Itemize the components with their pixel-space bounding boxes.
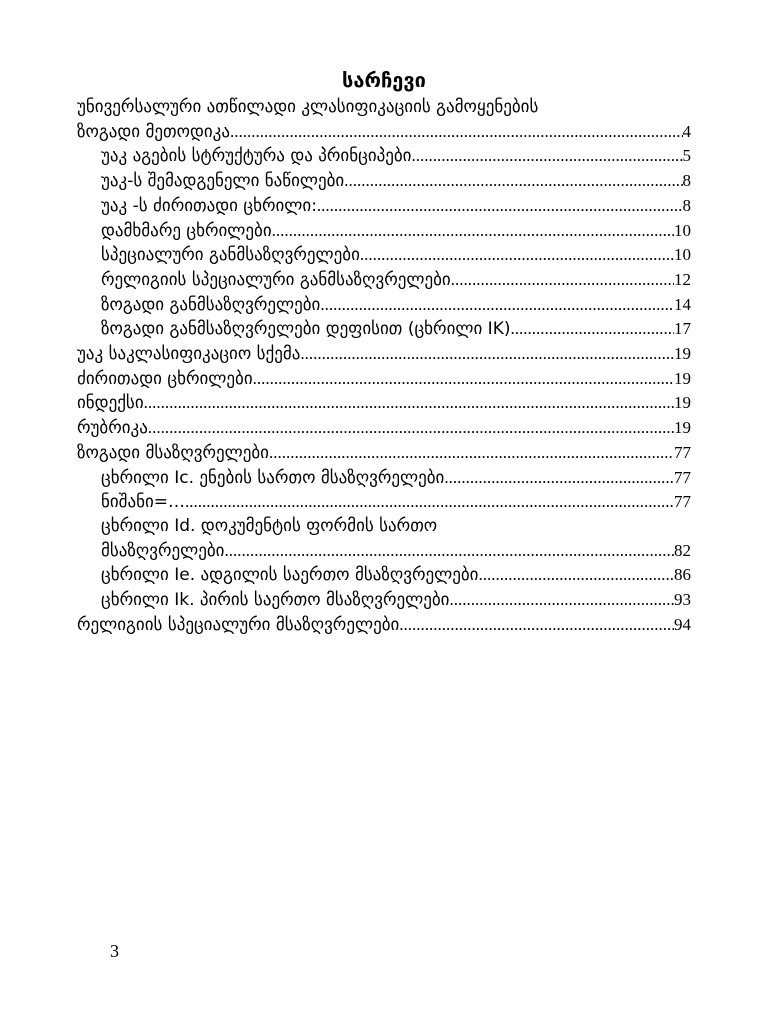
toc-entry-line xyxy=(77,367,691,392)
toc-entry-line xyxy=(101,563,691,588)
toc-entry-line xyxy=(77,441,691,466)
toc-entry-line xyxy=(77,391,691,416)
toc-entry-page: 86 xyxy=(674,565,691,585)
toc-entry[interactable] xyxy=(77,194,691,219)
toc-entry-page: 8 xyxy=(682,171,691,191)
toc-entry-title: ცხრილი Id. დოკუმენტის ფორმის სართო xyxy=(101,515,438,536)
toc-entry-title: ცხრილი Ic. ენების სართო მსაზღვრელები xyxy=(101,467,445,488)
toc-entry-line xyxy=(77,96,691,120)
toc-dot-leader xyxy=(478,563,674,587)
toc-entry-page: 19 xyxy=(674,393,691,413)
toc-entry-page: 94 xyxy=(674,614,691,634)
toc-entry[interactable] xyxy=(77,391,691,416)
toc-dot-leader xyxy=(144,391,674,415)
toc-entry-line xyxy=(101,317,691,342)
toc-entry-page: 10 xyxy=(674,245,691,265)
toc-entry[interactable] xyxy=(77,243,691,268)
toc-entry-page: 12 xyxy=(674,269,691,289)
toc-entry-line xyxy=(101,219,691,244)
toc-dot-leader xyxy=(444,466,674,490)
toc-entry-page: 4 xyxy=(682,121,691,141)
toc-entry[interactable] xyxy=(77,268,691,293)
toc-entry[interactable] xyxy=(77,169,691,194)
toc-entry[interactable] xyxy=(77,466,691,491)
toc-entry-line xyxy=(101,293,691,318)
toc-entry[interactable] xyxy=(77,144,691,169)
toc-entry-line xyxy=(101,169,691,194)
toc-entry-page: 10 xyxy=(674,220,691,240)
toc-entry-title: ცხრილი Ik. პირის საერთო მსაზღვრელები xyxy=(101,590,450,611)
toc-entry-page: 14 xyxy=(674,294,691,314)
page-number: 3 xyxy=(110,941,119,961)
toc-entry[interactable] xyxy=(77,416,691,441)
toc-entry[interactable] xyxy=(77,490,691,515)
toc-entry-line xyxy=(101,466,691,491)
toc-entry-title: უაკ საკლასიფიკაციო სქემა xyxy=(77,344,301,365)
toc-entry-line xyxy=(101,515,691,539)
toc-entry-line xyxy=(77,416,691,441)
toc-entry[interactable] xyxy=(77,515,691,563)
toc-entry-title: რელიგიის სპეციალური განმსაზღვრელები xyxy=(101,269,451,290)
toc-entry[interactable] xyxy=(77,96,691,144)
toc-entry-title: ძირითადი ცხრილები xyxy=(77,368,253,389)
toc-entry-title: სპეციალური განმსაზღვრელები xyxy=(101,245,360,266)
toc-dot-leader xyxy=(224,539,674,563)
toc-entry-page: 82 xyxy=(674,540,691,560)
toc-entry-title: ზოგადი მეთოდიკა xyxy=(77,121,230,142)
toc-entry-page: 19 xyxy=(674,344,691,364)
toc-dot-leader xyxy=(411,144,682,168)
toc-entry-line xyxy=(77,342,691,367)
toc-entry-line xyxy=(101,194,691,219)
toc-entry-line xyxy=(101,539,691,564)
toc-dot-leader xyxy=(272,219,674,243)
toc-entry[interactable] xyxy=(77,317,691,342)
toc-entry[interactable] xyxy=(77,588,691,613)
toc-entry-page: 19 xyxy=(674,368,691,388)
toc-entry-page: 8 xyxy=(682,195,691,215)
toc-entry-line xyxy=(101,588,691,613)
toc-title: სარჩევი xyxy=(342,68,426,92)
toc-entry-page: 93 xyxy=(674,590,691,610)
toc-dot-leader xyxy=(185,490,674,514)
toc-entry[interactable] xyxy=(77,293,691,318)
toc-entry-page: 5 xyxy=(682,146,691,166)
toc-entry-title: ზოგადი განმსაზღვრელები xyxy=(101,294,321,315)
toc-dot-leader xyxy=(269,441,674,465)
toc-entry-title: ზოგადი მსაზღვრელები xyxy=(77,442,269,463)
toc-dot-leader xyxy=(320,293,674,317)
toc-entry-line xyxy=(101,268,691,293)
toc-dot-leader xyxy=(510,317,674,341)
toc-entry-title: უაკ -ს ძირითადი ცხრილი: xyxy=(101,195,317,216)
toc-entry-title: უნივერსალური ათწილადი კლასიფიკაციის გამოყენების xyxy=(77,97,539,117)
toc-entry-title: რუბრიკა xyxy=(77,418,148,439)
toc-entry[interactable] xyxy=(77,342,691,367)
toc-entry[interactable] xyxy=(77,563,691,588)
toc-entry-title: მსაზღვრელები xyxy=(101,540,225,561)
toc-dot-leader xyxy=(317,194,683,218)
toc-dot-leader xyxy=(253,367,674,391)
toc-entry-title: ცხრილი Ie. ადგილის საერთო მსაზღვრელები xyxy=(101,565,479,586)
toc-entry-line xyxy=(77,613,691,638)
toc-dot-leader xyxy=(451,268,674,292)
toc-entry-page: 17 xyxy=(674,319,691,339)
toc-entry-line xyxy=(77,120,691,145)
toc-dot-leader xyxy=(360,243,674,267)
toc-entry-title: დამხმარე ცხრილები xyxy=(101,220,272,241)
table-of-contents xyxy=(77,96,691,637)
toc-entry[interactable] xyxy=(77,613,691,638)
toc-entry-title: რელიგიის სპეციალური მსაზღვრელები xyxy=(77,614,400,635)
toc-entry-title: ნიშანი=… xyxy=(101,492,186,513)
toc-entry-line xyxy=(101,490,691,515)
toc-dot-leader xyxy=(230,120,683,144)
toc-entry[interactable] xyxy=(77,441,691,466)
toc-entry-line xyxy=(101,243,691,268)
toc-entry-page: 77 xyxy=(674,492,691,512)
toc-dot-leader xyxy=(300,342,674,366)
toc-entry-page: 77 xyxy=(674,442,691,462)
toc-dot-leader xyxy=(449,588,674,612)
toc-dot-leader xyxy=(399,613,674,637)
toc-dot-leader xyxy=(344,169,682,193)
toc-entry-title: ზოგადი განმსაზღვრელები დეფისით (ცხრილი IK) xyxy=(101,319,511,340)
toc-dot-leader xyxy=(148,416,674,440)
toc-entry-title: ინდექსი xyxy=(77,393,144,414)
toc-entry-page: 77 xyxy=(674,467,691,487)
toc-entry[interactable] xyxy=(77,367,691,392)
toc-entry[interactable] xyxy=(77,219,691,244)
toc-entry-title: უაკ აგების სტრუქტურა და პრინციპები xyxy=(101,146,412,167)
toc-entry-page: 19 xyxy=(674,418,691,438)
toc-entry-line xyxy=(101,144,691,169)
toc-entry-title: უაკ-ს შემადგენელი ნაწილები xyxy=(101,171,345,192)
